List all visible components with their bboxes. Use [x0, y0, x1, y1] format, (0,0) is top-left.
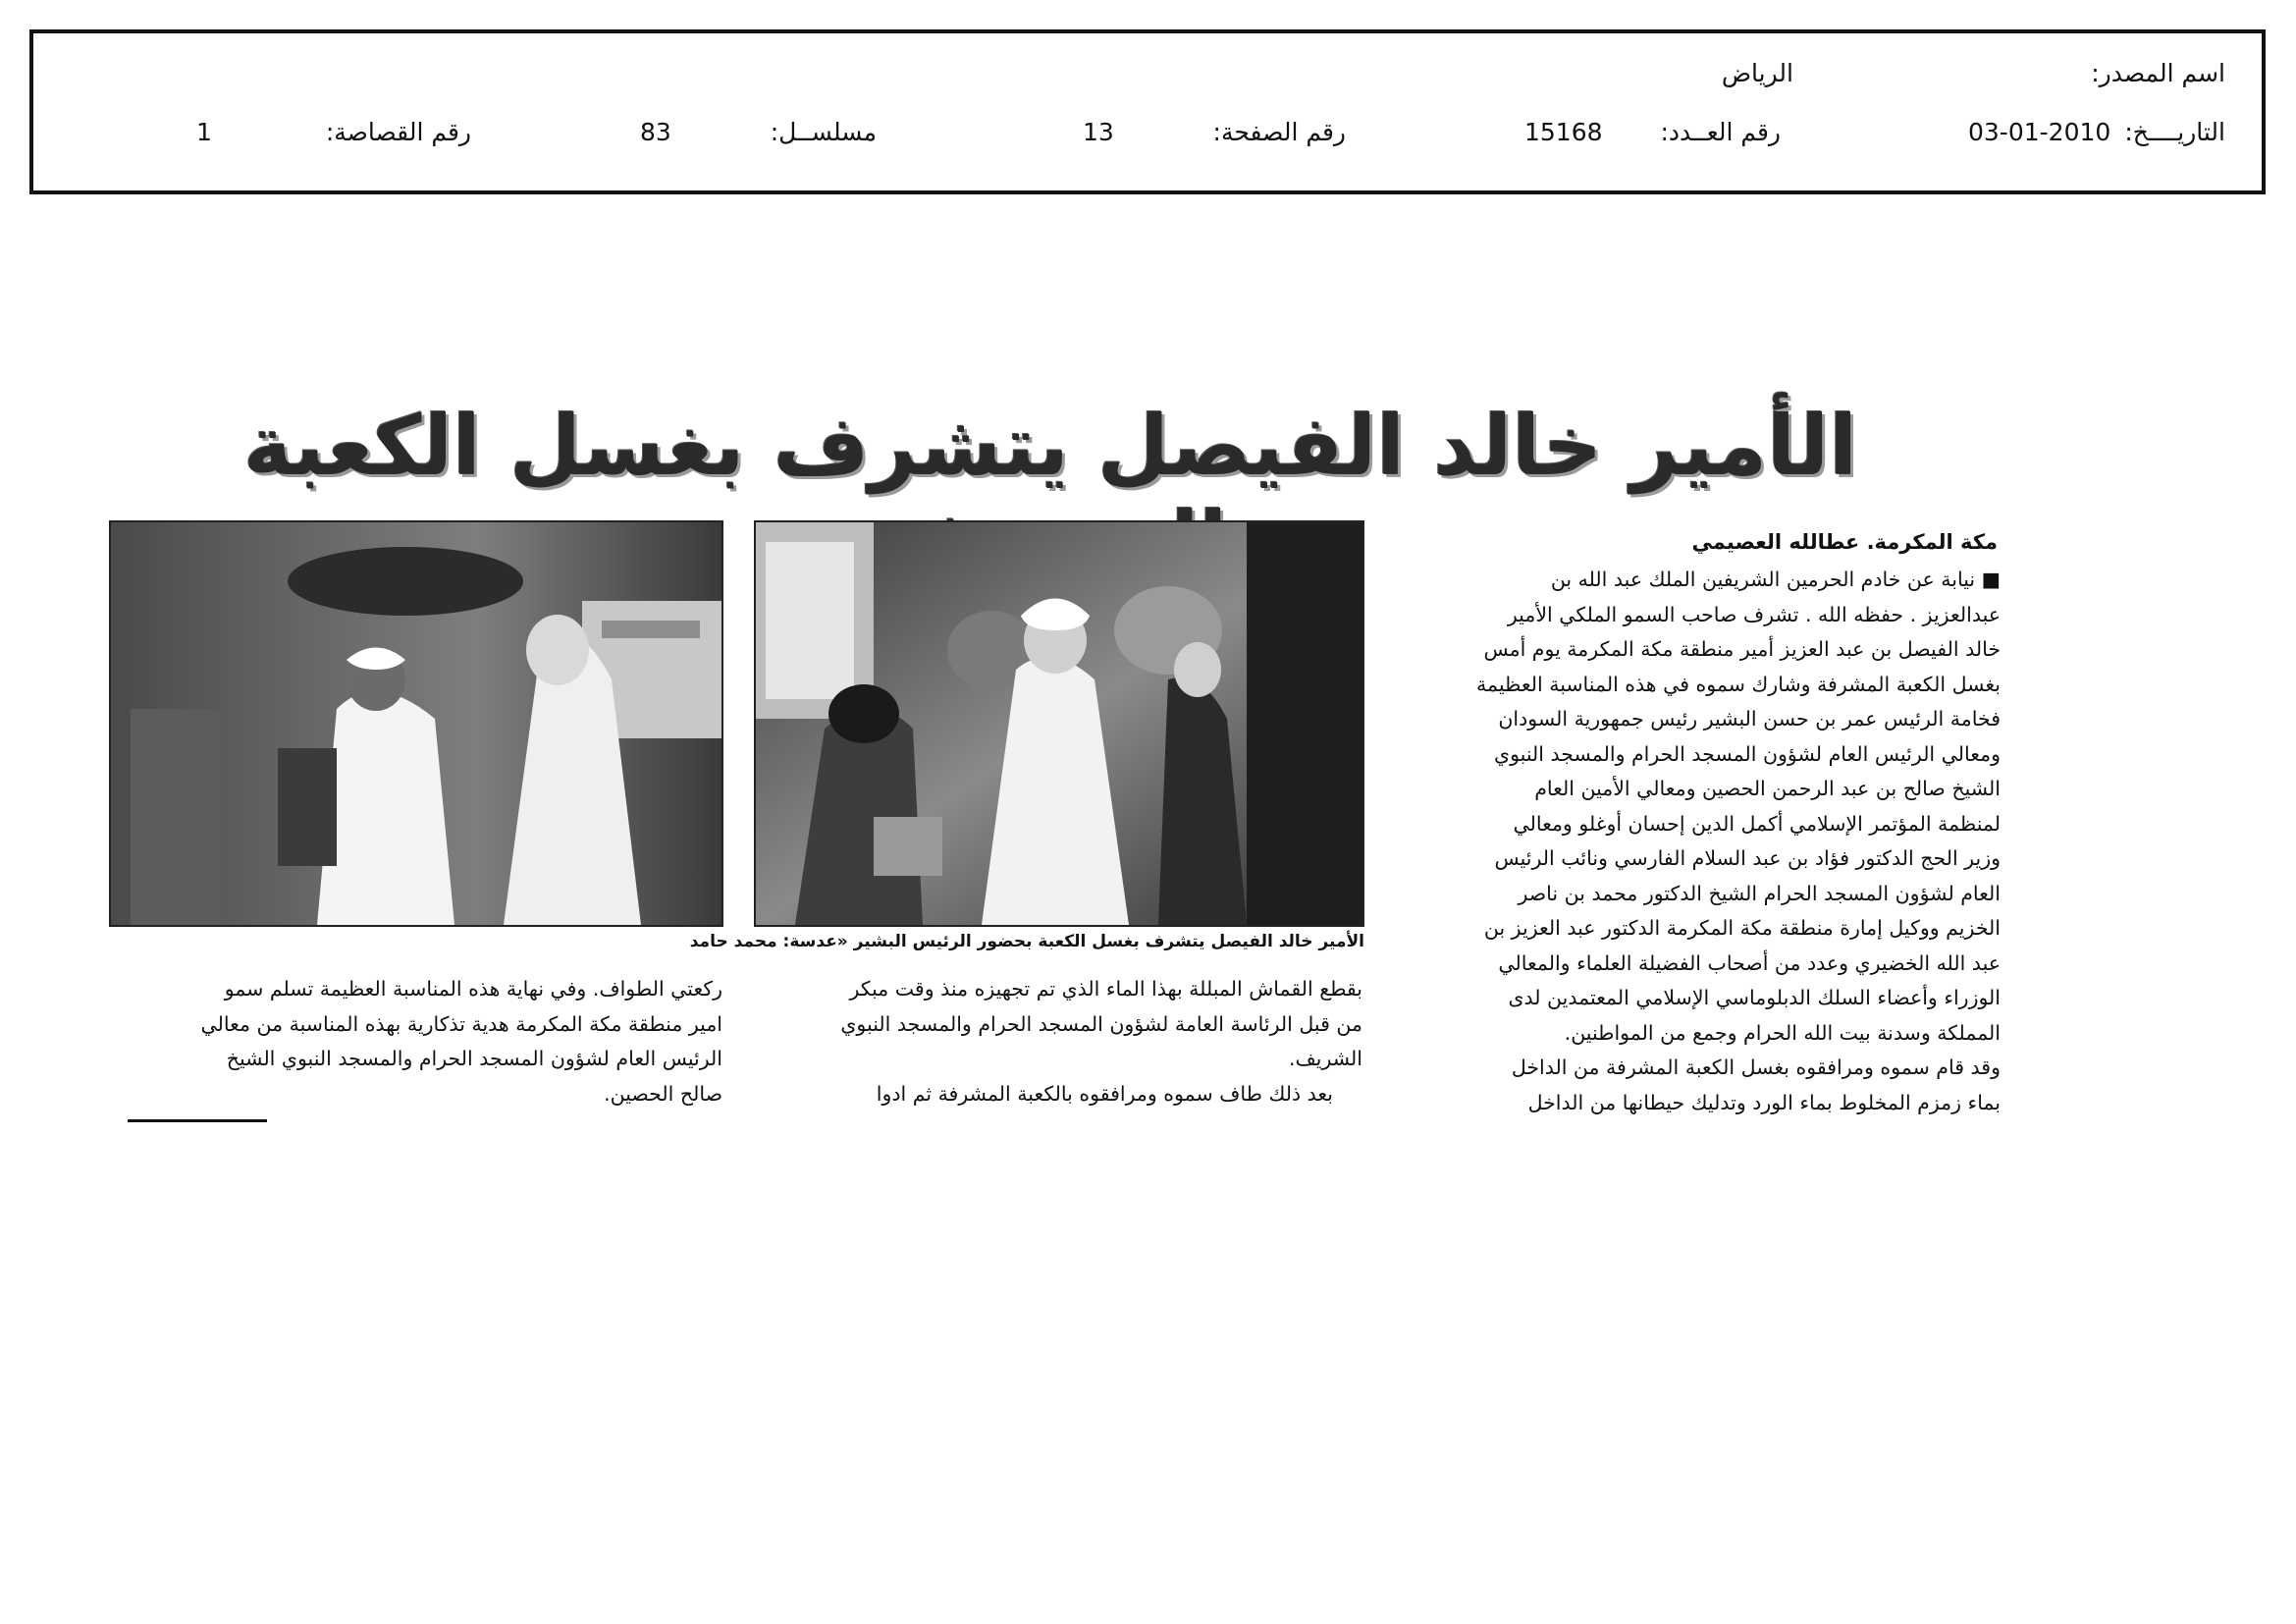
end-rule — [128, 1119, 267, 1122]
col1-line: عبدالعزيز . حفظه الله . تشرف صاحب السمو الملكي الأمير — [1507, 602, 2001, 626]
article-byline: مكة المكرمة. عطالله العصيمي — [1691, 530, 1998, 554]
col3-line: ركعتي الطواف. وفي نهاية هذه المناسبة العظيمة تسلم سمو — [224, 977, 722, 1001]
col2-line: من قبل الرئاسة العامة لشؤون المسجد الحرام والمسجد النبوي — [840, 1011, 1362, 1036]
source-label: اسم المصدر: — [2091, 59, 2225, 87]
col1-line: ■ نيابة عن خادم الحرمين الشريفين الملك عبد الله بن — [1550, 568, 2001, 591]
clipping-label: رقم القصاصة: — [325, 118, 471, 146]
col1-line: المملكة وسدنة بيت الله الحرام وجمع من المواطنين. — [1564, 1020, 2001, 1045]
article-column-2 — [754, 972, 1362, 1111]
photo-prince-with-president — [109, 520, 723, 927]
col1-line: خالد الفيصل بن عبد العزيز أمير منطقة مكة المكرمة يوم أمس — [1483, 637, 2001, 661]
col1-line: ومعالي الرئيس العام لشؤون المسجد الحرام والمسجد النبوي — [1494, 741, 2001, 766]
col1-line: لمنظمة المؤتمر الإسلامي أكمل الدين إحسان أوغلو ومعالي — [1513, 811, 2001, 836]
photo-prince-with-president-image — [111, 522, 721, 925]
col2-line: بعد ذلك طاف سموه ومرافقوه بالكعبة المشرفة ثم ادوا — [876, 1081, 1333, 1106]
source-value: الرياض — [1721, 59, 1793, 87]
date-label: التاريــــخ: — [2124, 118, 2225, 146]
col2-line: بقطع القماش المبللة بهذا الماء الذي تم تجهيزه منذ وقت مبكر — [849, 977, 1362, 1001]
col1-line: عبد الله الخضيري وعدد من أصحاب الفضيلة العلماء والمعالي — [1498, 950, 2001, 975]
col1-line: بماء زمزم المخلوط بماء الورد وتدليك حيطانها من الداخل — [1527, 1090, 2001, 1114]
issue-label: رقم العــدد: — [1660, 118, 1781, 146]
photo-caption: الأمير خالد الفيصل يتشرف بغسل الكعبة بحضور الرئيس البشير «عدسة: محمد حامد — [689, 932, 1364, 951]
col3-line: امير منطقة مكة المكرمة هدية تذكارية بهذه المناسبة من معالي — [200, 1011, 722, 1036]
col1-line: فخامة الرئيس عمر بن حسن البشير رئيس جمهورية السودان — [1498, 707, 2001, 731]
col1-line: العام لشؤون المسجد الحرام الشيخ الدكتور محمد بن ناصر — [1518, 881, 2001, 905]
article-column-3 — [112, 972, 722, 1111]
col1-line: الخزيم ووكيل إمارة منطقة مكة المكرمة الدكتور عبد العزيز بن — [1483, 916, 2001, 940]
col1-line: الشيخ صالح بن عبد الرحمن الحصين ومعالي الأمين العام — [1534, 777, 2001, 800]
col3-line: الرئيس العام لشؤون المسجد الحرام والمسجد النبوي الشيخ — [226, 1047, 722, 1070]
col1-line: بغسل الكعبة المشرفة وشارك سموه في هذه المناسبة العظيمة — [1476, 672, 2001, 696]
col3-line: صالح الحصين. — [604, 1081, 722, 1106]
page-label: رقم الصفحة: — [1212, 118, 1346, 146]
clipping-value: 1 — [196, 118, 212, 146]
photo-prince-washing-kaaba — [754, 520, 1364, 927]
issue-value: 15168 — [1524, 118, 1603, 146]
photo-prince-washing-kaaba-image — [756, 522, 1362, 925]
serial-label: مسلســل: — [770, 118, 877, 146]
page-value: 13 — [1083, 118, 1114, 146]
clipping-metadata-box — [29, 29, 2266, 194]
col1-line: وقد قام سموه ومرافقوه بغسل الكعبة المشرفة من الداخل — [1511, 1056, 2001, 1079]
col1-line: وزير الحج الدكتور فؤاد بن عبد السلام الفارسي ونائب الرئيس — [1494, 846, 2001, 870]
article-headline: الأمير خالد الفيصل يتشرف بغسل الكعبة — [243, 398, 1857, 494]
date-value: 03-01-2010 — [1968, 118, 2111, 146]
col1-line: الوزراء وأعضاء السلك الدبلوماسي الإسلامي المعتمدين لدى — [1508, 986, 2001, 1009]
article-column-1 — [1384, 563, 2001, 1120]
col2-line: الشريف. — [1289, 1047, 1362, 1070]
serial-value: 83 — [640, 118, 671, 146]
